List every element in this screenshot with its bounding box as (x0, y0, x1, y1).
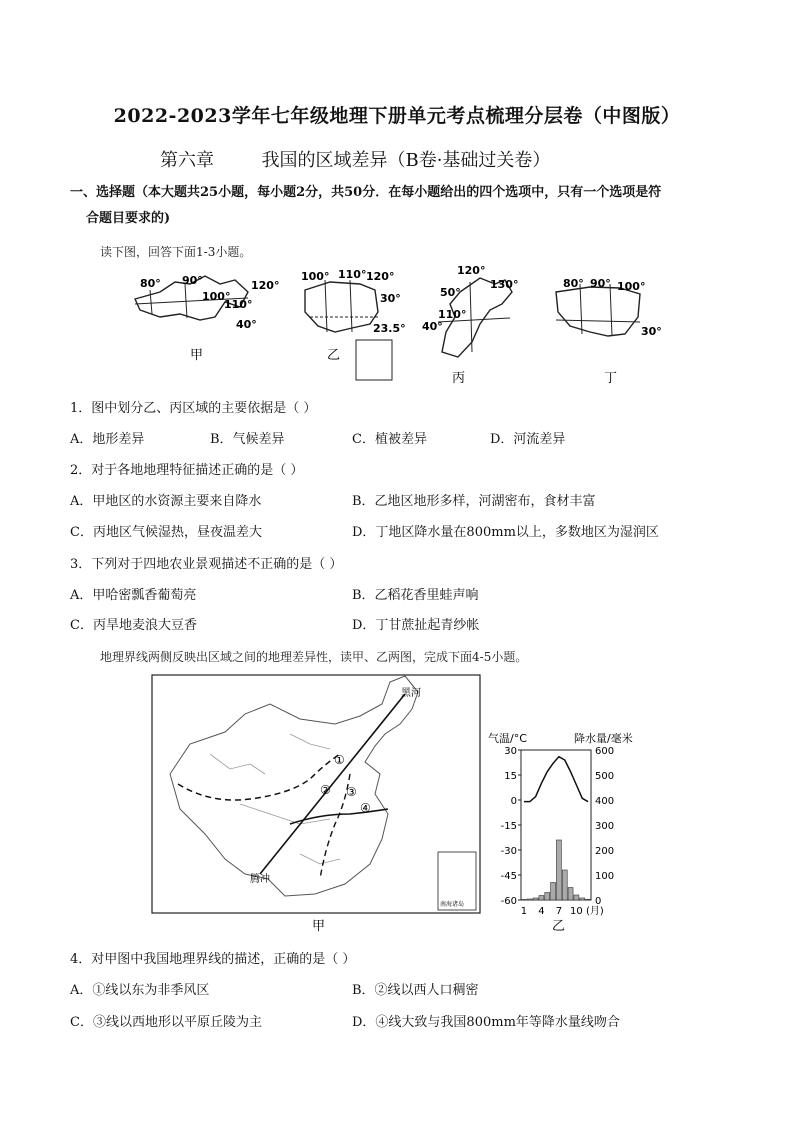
section-heading (70, 180, 730, 232)
q4-option-b: B．②线以西人口稠密 (352, 983, 479, 998)
map-bing-deg-50: 50° (440, 286, 461, 299)
chart-temperature-line (524, 757, 588, 802)
q3-option-b: B．乙稻花香里蛙声响 (352, 588, 479, 603)
chart-x-tick-label: 1 (520, 906, 528, 917)
map-yi-deg-110: 110° (338, 268, 367, 281)
section-line-2: 合题目要求的) (86, 211, 171, 226)
map-bing-deg-110: 110° (438, 308, 467, 321)
map-bing-deg-120: 120° (457, 264, 486, 277)
south-sea-label: 南海诸岛 (440, 901, 465, 908)
map-bing-deg-40: 40° (422, 320, 443, 333)
q1-option-a: A．地形差异 (70, 432, 145, 447)
map-yi-deg-30: 30° (380, 292, 401, 305)
chart-right-tick-label: 300 (595, 821, 615, 832)
chart-right-tick-label: 100 (595, 871, 615, 882)
map-ding-parallel (556, 320, 640, 322)
chart-left-tick-label: -60 (500, 896, 517, 907)
chart-plot-frame (521, 750, 591, 900)
map-yi-inset (356, 340, 392, 380)
question-3: 3．下列对于四地农业景观描述不正确的是（ ） (70, 557, 343, 572)
map-jia (135, 274, 279, 363)
chart-precip-bar (586, 899, 591, 900)
map-ding-outline (556, 287, 640, 336)
chart-right-tick-label: 400 (595, 796, 615, 807)
q2-option-b: B．乙地区地形多样，河湖密布，食材丰富 (352, 494, 596, 509)
chart-right-tick-label: 600 (595, 746, 615, 757)
chart-precip-bar (580, 898, 585, 900)
chart-precip-bar (527, 899, 532, 900)
q1-option-b: B．气候差异 (210, 432, 285, 447)
section-line-1: 一、选择题（本大题共25小题，每小题2分，共50分．在每小题给出的四个选项中，只有一个选项是符 (70, 185, 662, 200)
question-2: 2．对于各地地理特征描述正确的是（ ） (70, 463, 304, 478)
tengchong-label: 腾冲 (250, 874, 270, 885)
chart-xlabel: (月) (586, 906, 604, 917)
map-yi-deg-23: 23.5° (373, 322, 406, 335)
chart-ylabel-left: 气温/°C (488, 732, 527, 745)
map-yi-deg-120: 120° (366, 270, 395, 283)
chart-precip-bar (545, 893, 550, 901)
question-1: 1．图中划分乙、丙区域的主要依据是（ ） (70, 401, 317, 416)
chart-left-tick-label: 30 (504, 746, 517, 757)
map-yi-label: 乙 (327, 348, 341, 363)
q2-option-d: D．丁地区降水量在800mm以上，多数地区为湿润区 (352, 525, 659, 540)
china-map-figure (150, 674, 482, 936)
chart-right-tick-label: 500 (595, 771, 615, 782)
chart-precip-bar (574, 895, 579, 900)
chart-precip-bar (568, 888, 573, 901)
map-yi (301, 268, 406, 380)
chart-right-ticks (595, 746, 614, 907)
chart-precip-bar (562, 870, 567, 900)
map-jia-deg-90: 90° (182, 274, 203, 287)
map-bing-meridian (470, 282, 472, 352)
map-ding-label: 丁 (604, 371, 618, 386)
map-bing-label: 丙 (452, 371, 466, 386)
chapter-title: 我国的区域差异（B卷·基础过关卷） (261, 150, 551, 171)
map-jia-deg-80: 80° (140, 277, 161, 290)
map-ding-meridian-2 (610, 284, 612, 336)
q3-option-d: D．丁甘蔗扯起青纱帐 (352, 618, 480, 633)
map-ding-deg-30: 30° (641, 325, 662, 338)
map-bing (422, 264, 518, 386)
map-jia-deg-100: 100° (202, 290, 231, 303)
chart-left-tick-label: -45 (500, 871, 517, 882)
map-ding-deg-90: 90° (590, 277, 611, 290)
circle-2: ② (320, 783, 331, 797)
group2-intro: 地理界线两侧反映出区域之间的地理差异性，读甲、乙两图，完成下面4-5小题。 (100, 650, 528, 664)
question-4: 4．对甲图中我国地理界线的描述，正确的是（ ） (70, 952, 356, 967)
chart-left-tick-label: -15 (500, 821, 517, 832)
chart-left-ticks (501, 746, 521, 907)
chart-precip-bar (551, 883, 556, 901)
chapter-heading (160, 146, 550, 172)
climate-chart (484, 730, 724, 942)
map-jia-deg-40: 40° (236, 318, 257, 331)
chart-precip-bar (521, 900, 526, 901)
chart-x-tick-label: 4 (538, 906, 545, 917)
map-ding-deg-80: 80° (563, 277, 584, 290)
chart-precip-bar (556, 840, 561, 900)
chart-precip-bar (533, 898, 538, 900)
chart-x-tick-label: 7 (555, 906, 563, 917)
chart-right-tick-label: 0 (595, 896, 602, 907)
map-jia-label: 甲 (190, 348, 204, 363)
q2-option-a: A．甲地区的水资源主要来自降水 (70, 494, 262, 509)
map-ding-deg-100: 100° (617, 280, 646, 293)
chart-left-tick-label: -30 (500, 846, 517, 857)
chart-left-tick-label: 0 (510, 796, 517, 807)
circle-4: ④ (360, 801, 371, 815)
chart-precip-bar (539, 896, 544, 901)
chart-ylabel-right: 降水量/毫米 (574, 732, 633, 745)
china-map-caption: 甲 (312, 919, 326, 934)
chapter-number: 第六章 (160, 150, 214, 171)
q1-option-c: C．植被差异 (352, 432, 427, 447)
map-yi-deg-100: 100° (301, 270, 330, 283)
q3-option-c: C．丙旱地麦浪大豆香 (70, 618, 197, 633)
chart-right-tick-label: 200 (595, 846, 615, 857)
chart-x-ticks (521, 906, 583, 917)
china-map-frame (152, 675, 480, 913)
map-bing-deg-130: 130° (490, 278, 519, 291)
q4-option-c: C．③线以西地形以平原丘陵为主 (70, 1015, 262, 1030)
q2-option-c: C．丙地区气候湿热，昼夜温差大 (70, 525, 262, 540)
q1-option-d: D．河流差异 (490, 432, 566, 447)
group1-intro: 读下图，回答下面1-3小题。 (100, 245, 252, 259)
circle-3: ③ (346, 785, 357, 799)
paper-title: 2022-2023学年七年级地理下册单元考点梳理分层卷（中图版） (113, 105, 681, 127)
chart-left-tick-label: 15 (504, 771, 517, 782)
chart-precip-bars (521, 840, 590, 900)
map-jia-deg-110: 110° (224, 298, 253, 311)
q4-option-a: A．①线以东为非季风区 (70, 983, 210, 998)
heihe-label: 黑河 (401, 688, 421, 699)
q4-option-d: D．④线大致与我国800mm年等降水量线吻合 (352, 1015, 620, 1030)
regional-maps-figure (120, 262, 680, 392)
map-ding-meridian (580, 284, 582, 334)
map-yi-meridian (325, 280, 327, 332)
map-yi-outline (305, 282, 378, 332)
map-ding (556, 277, 662, 386)
circle-1: ① (334, 753, 345, 767)
map-jia-deg-120: 120° (251, 279, 280, 292)
chart-x-tick-label: 10 (570, 906, 583, 917)
chart-caption: 乙 (552, 919, 566, 934)
q3-option-a: A．甲哈密瓢香葡萄亮 (70, 588, 197, 603)
map-yi-meridian-2 (350, 280, 352, 332)
